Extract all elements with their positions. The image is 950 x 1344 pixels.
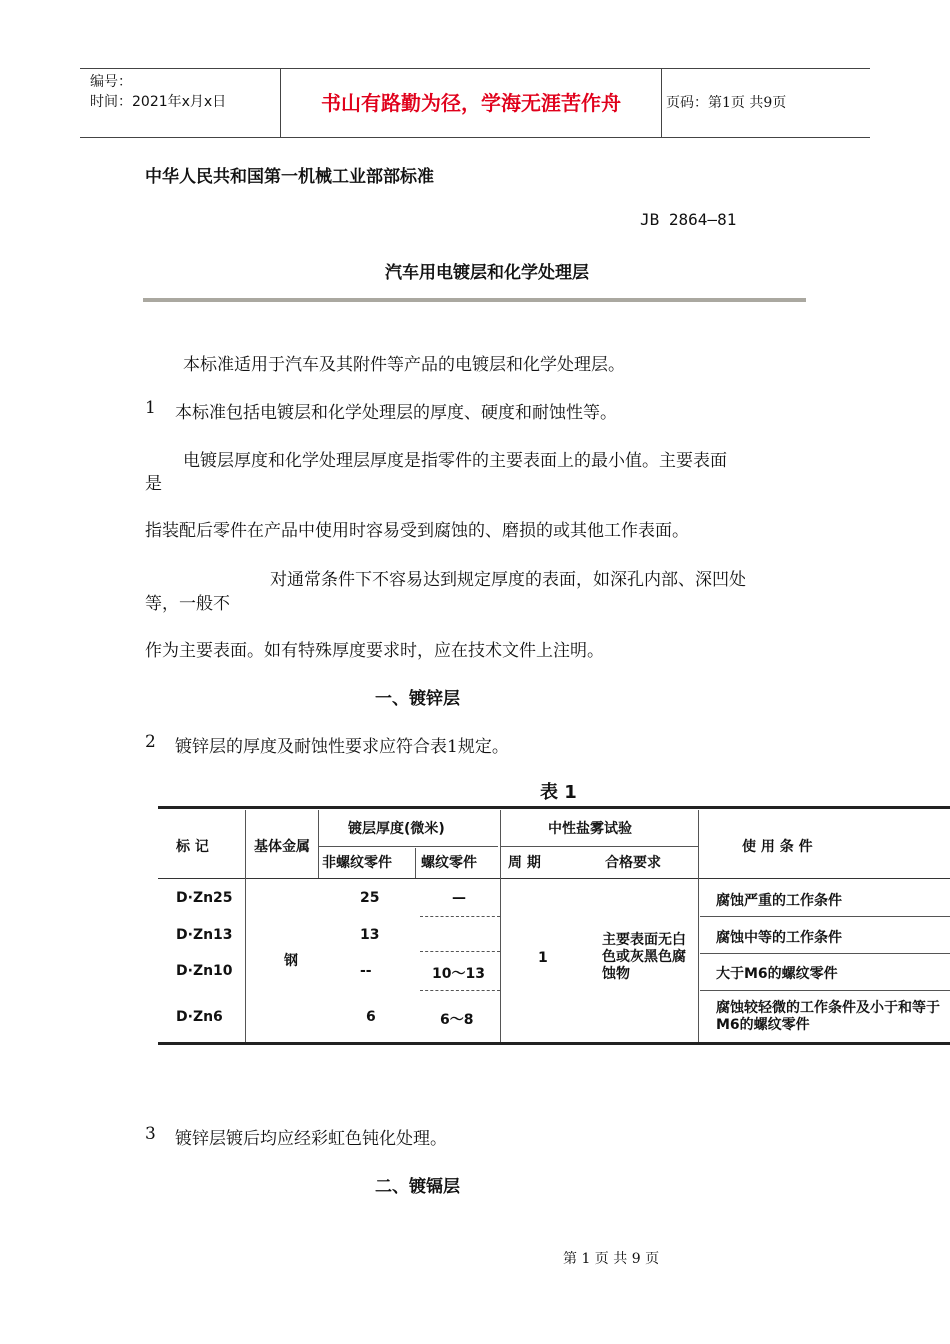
page-label: 页码：第1页 共9页 (666, 95, 787, 111)
header-mark: 标 记 (176, 839, 209, 855)
table-header-rule (158, 878, 950, 879)
row-thread: — (452, 890, 466, 906)
table-top-rule (158, 806, 950, 809)
table-caption: 表 1 (540, 782, 577, 803)
doc-title: 汽车用电镀层和化学处理层 (385, 263, 589, 283)
header-non-thread: 非螺纹零件 (322, 855, 392, 871)
clause-2-text: 镀锌层的厚度及耐蚀性要求应符合表1规定。 (175, 737, 509, 757)
header-thread: 螺纹零件 (421, 855, 477, 871)
title-rule (143, 298, 806, 302)
code-label: 编号： (90, 74, 132, 90)
standard-code: JB 2864—81 (640, 210, 737, 229)
row-mark: D·Zn6 (176, 1009, 223, 1025)
header-base: 基体金属 (254, 839, 310, 855)
clause-1-para-4b: 等，一般不 (145, 594, 230, 614)
col-divider (500, 810, 501, 1042)
row-usage: 腐蚀严重的工作条件 (716, 893, 842, 909)
row-mark: D·Zn13 (176, 927, 233, 943)
row-divider (420, 916, 500, 917)
page-footer: 第 1 页 共 9 页 (563, 1251, 660, 1267)
col-divider (698, 810, 699, 1042)
clause-1-para-2b: 是 (145, 474, 162, 494)
row-non-thread: 25 (360, 890, 380, 906)
col-divider (415, 848, 416, 878)
criteria-value: 主要表面无白色或灰黑色腐蚀物 (602, 932, 686, 982)
col-divider (245, 810, 246, 1042)
org-title: 中华人民共和国第一机械工业部部标准 (145, 167, 434, 187)
clause-1-para-3: 指装配后零件在产品中使用时容易受到腐蚀的、磨损的或其他工作表面。 (145, 521, 689, 541)
clause-1-text: 本标准包括电镀层和化学处理层的厚度、硬度和耐蚀性等。 (175, 403, 617, 423)
intro-paragraph: 本标准适用于汽车及其附件等产品的电镀层和化学处理层。 (183, 355, 625, 375)
section-1-heading: 一、镀锌层 (375, 689, 460, 709)
row-divider (700, 916, 950, 917)
table-bottom-rule (158, 1042, 950, 1045)
row-thread: 6～8 (440, 1012, 474, 1028)
row-non-thread: -- (360, 963, 372, 979)
row-divider (420, 951, 500, 952)
period-value: 1 (538, 950, 548, 966)
clause-3-text: 镀锌层镀后均应经彩虹色钝化处理。 (175, 1129, 447, 1149)
subheader-rule (500, 846, 698, 847)
row-usage: 腐蚀较轻微的工作条件及小于和等于M6的螺纹零件 (716, 1000, 940, 1033)
row-divider (700, 990, 950, 991)
row-usage: 大于M6的螺纹零件 (716, 966, 838, 982)
header-thickness: 镀层厚度(微米) (348, 821, 445, 837)
header-criteria: 合格要求 (605, 855, 661, 871)
row-thread: 10～13 (432, 966, 485, 982)
header-usage: 使 用 条 件 (742, 839, 813, 855)
col-divider (318, 810, 319, 878)
motto: 书山有路勤为径，学海无涯苦作舟 (281, 69, 662, 137)
clause-1-para-5: 作为主要表面。如有特殊厚度要求时，应在技术文件上注明。 (145, 641, 604, 661)
header-salt-spray: 中性盐雾试验 (548, 821, 632, 837)
row-divider (700, 953, 950, 954)
row-non-thread: 13 (360, 927, 380, 943)
page-header (80, 68, 870, 138)
row-mark: D·Zn10 (176, 963, 233, 979)
base-metal: 钢 (284, 953, 298, 969)
row-usage: 腐蚀中等的工作条件 (716, 930, 842, 946)
clause-3-number: 3 (145, 1124, 156, 1144)
header-period: 周 期 (508, 855, 541, 871)
header-meta (80, 69, 281, 137)
clause-1-para-4a: 对通常条件下不容易达到规定厚度的表面，如深孔内部、深凹处 (270, 570, 746, 590)
time-label: 时间：2021年x月x日 (90, 94, 227, 110)
row-divider (420, 990, 500, 991)
clause-2-number: 2 (145, 732, 156, 752)
section-2-heading: 二、镀镉层 (375, 1177, 460, 1197)
row-mark: D·Zn25 (176, 890, 233, 906)
subheader-rule (318, 846, 498, 847)
clause-1-number: 1 (145, 398, 156, 418)
clause-1-para-2a: 电镀层厚度和化学处理层厚度是指零件的主要表面上的最小值。主要表面 (183, 451, 727, 471)
row-non-thread: 6 (366, 1009, 376, 1025)
